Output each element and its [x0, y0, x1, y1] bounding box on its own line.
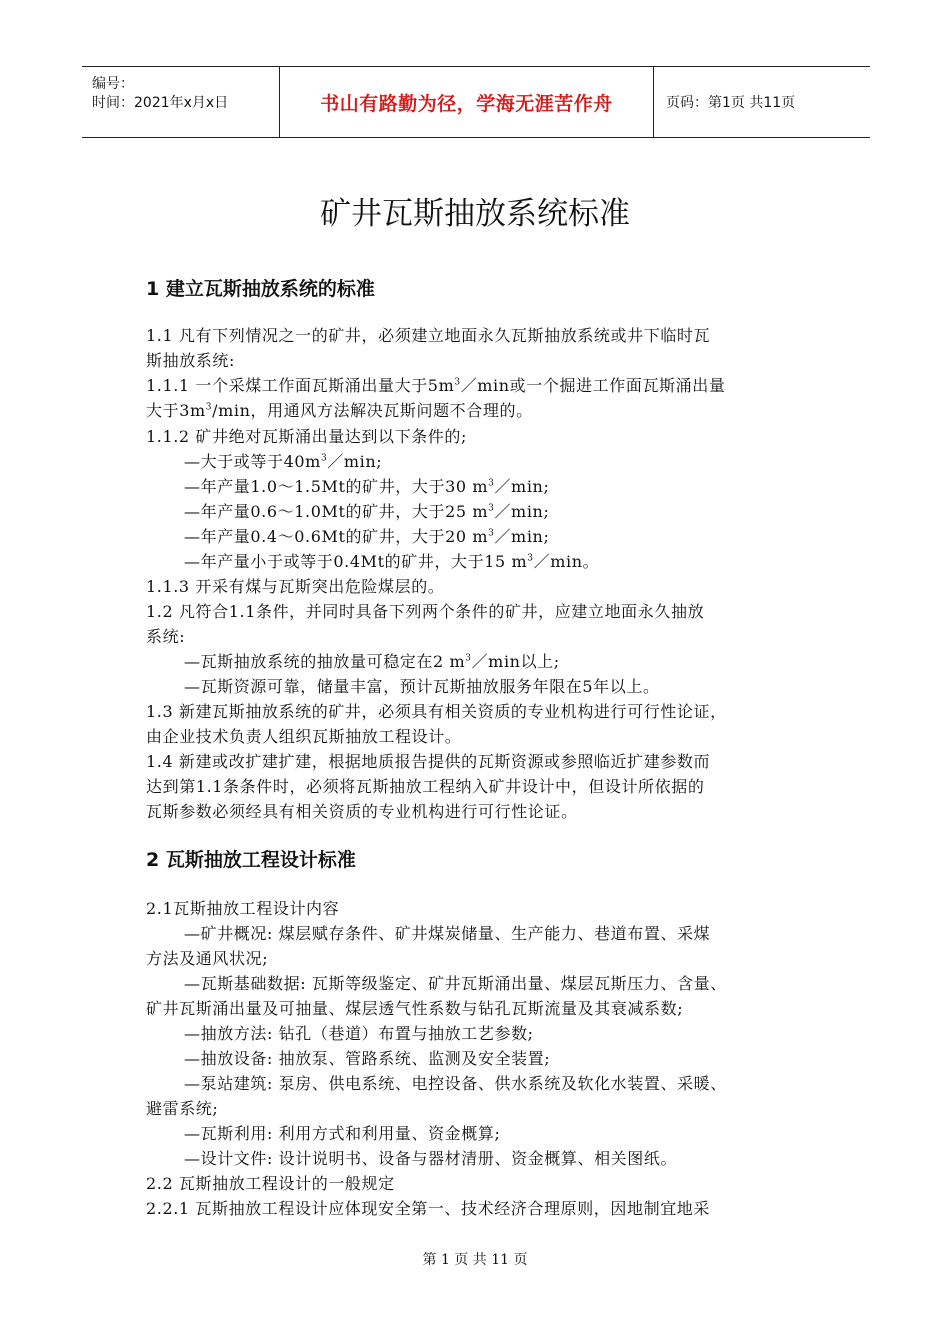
paragraph-line: 达到第1.1条条件时，必须将瓦斯抽放工程纳入矿井设计中，但设计所依据的	[146, 777, 705, 796]
paragraph-line: 2.1瓦斯抽放工程设计内容	[146, 899, 340, 918]
paragraph-line: 1.3 新建瓦斯抽放系统的矿井，必须具有相关资质的专业机构进行可行性论证，	[146, 702, 727, 721]
paragraph-line: 矿井瓦斯涌出量及可抽量、煤层透气性系数与钻孔瓦斯流量及其衰减系数;	[146, 999, 684, 1018]
section-1-heading: 1 建立瓦斯抽放系统的标准	[146, 278, 375, 300]
list-item: —年产量0.6～1.0Mt的矿井，大于25 $m^3/\min$;	[184, 502, 550, 521]
paragraph-line: 1.1.2 矿井绝对瓦斯涌出量达到以下条件的;	[146, 427, 467, 446]
paragraph-line: 方法及通风状况;	[146, 949, 269, 968]
list-item: —设计文件: 设计说明书、设备与器材清册、资金概算、相关图纸。	[184, 1149, 678, 1168]
section-2-heading: 2 瓦斯抽放工程设计标准	[146, 849, 356, 871]
document-date-label: 时间：2021年x月x日	[92, 95, 229, 111]
header-motto: 书山有路勤为径，学海无涯苦作舟	[320, 92, 613, 115]
paragraph-line: 大于$3m^3/\min$，用通风方法解决瓦斯问题不合理的。	[146, 401, 533, 420]
paragraph-line: 系统:	[146, 627, 186, 646]
paragraph-line: 1.1.3 开采有煤与瓦斯突出危险煤层的。	[146, 577, 445, 596]
list-item: —泵站建筑: 泵房、供电系统、电控设备、供水系统及软化水装置、采暖、	[184, 1074, 727, 1093]
paragraph-line: 避雷系统;	[146, 1099, 219, 1118]
list-item: —瓦斯抽放系统的抽放量可稳定在2 $m^3/\min$以上;	[184, 652, 560, 671]
document-title: 矿井瓦斯抽放系统标准	[320, 196, 630, 232]
list-item: —瓦斯基础数据: 瓦斯等级鉴定、矿井瓦斯涌出量、煤层瓦斯压力、含量、	[184, 974, 727, 993]
paragraph-line: 1.2 凡符合1.1条件，并同时具备下列两个条件的矿井，应建立地面永久抽放	[146, 602, 705, 621]
paragraph-line: 1.4 新建或改扩建扩建，根据地质报告提供的瓦斯资源或参照临近扩建参数而	[146, 752, 711, 771]
list-item: —年产量1.0～1.5Mt的矿井，大于30 $m^3/\min$;	[184, 477, 550, 496]
header-page-info: 页码：第1页 共11页	[666, 95, 796, 111]
list-item: —瓦斯资源可靠，储量丰富，预计瓦斯抽放服务年限在5年以上。	[184, 677, 660, 696]
document-number-label: 编号：	[92, 76, 134, 92]
list-item: —矿井概况: 煤层赋存条件、矿井煤炭储量、生产能力、巷道布置、采煤	[184, 924, 711, 943]
list-item: —抽放设备: 抽放泵、管路系统、监测及安全装置;	[184, 1049, 551, 1068]
document-header	[82, 66, 870, 138]
header-meta-cell	[82, 67, 280, 137]
paragraph-line: 2.2.1 瓦斯抽放工程设计应体现安全第一、技术经济合理原则，因地制宜地采	[146, 1199, 710, 1218]
paragraph-line: 1.1 凡有下列情况之一的矿井，必须建立地面永久瓦斯抽放系统或井下临时瓦	[146, 326, 711, 345]
paragraph-line: 由企业技术负责人组织瓦斯抽放工程设计。	[146, 727, 462, 746]
header-motto-cell	[280, 67, 654, 137]
paragraph-line: 1.1.1 一个采煤工作面瓦斯涌出量大于$5m^3/\min$或一个掘进工作面瓦斯涌出量	[146, 376, 726, 395]
list-item: —年产量小于或等于0.4Mt的矿井，大于15 $m^3/\min$。	[184, 552, 600, 571]
paragraph-line: 瓦斯参数必须经具有相关资质的专业机构进行可行性论证。	[146, 802, 578, 821]
list-item: —年产量0.4～0.6Mt的矿井，大于20 $m^3/\min$;	[184, 527, 550, 546]
paragraph-line: 斯抽放系统:	[146, 351, 235, 370]
page-footer: 第 1 页 共 11 页	[422, 1252, 528, 1268]
list-item: —抽放方法: 钻孔（巷道）布置与抽放工艺参数;	[184, 1024, 534, 1043]
paragraph-line: 2.2 瓦斯抽放工程设计的一般规定	[146, 1174, 395, 1193]
list-item: —瓦斯利用: 利用方式和利用量、资金概算;	[184, 1124, 501, 1143]
list-item: —大于或等于$40m^3/\min$;	[184, 452, 383, 471]
